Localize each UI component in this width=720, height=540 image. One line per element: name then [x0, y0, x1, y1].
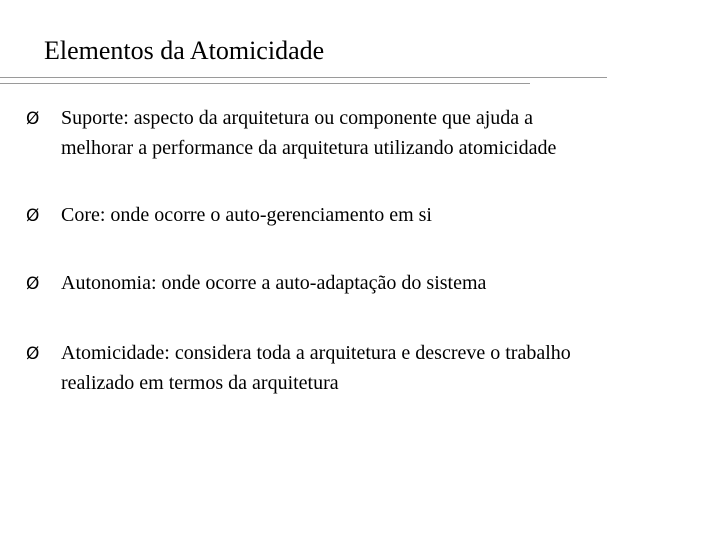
- arrow-bullet-icon: Ø: [26, 206, 40, 226]
- bullet-text-line: Autonomia: onde ocorre a auto-adaptação do sistema: [61, 272, 487, 294]
- bullet-text-line: Atomicidade: considera toda a arquitetura e descreve o trabalho: [61, 342, 571, 364]
- slide-title: Elementos da Atomicidade: [44, 36, 325, 65]
- bullet-text-line: melhorar a performance da arquitetura utilizando atomicidade: [61, 137, 557, 159]
- arrow-bullet-icon: Ø: [26, 344, 40, 364]
- bullet-text-line: Core: onde ocorre o auto-gerenciamento em si: [61, 204, 432, 226]
- bullet-text-line: realizado em termos da arquitetura: [61, 372, 339, 394]
- bullet-text: [61, 200, 701, 230]
- bullet-text: [61, 338, 701, 398]
- bullet-text: [61, 103, 701, 163]
- arrow-bullet-icon: Ø: [26, 109, 40, 129]
- bullet-text: [61, 268, 701, 298]
- bullet-text-line: Suporte: aspecto da arquitetura ou componente que ajuda a: [61, 107, 534, 129]
- arrow-bullet-icon: Ø: [26, 274, 40, 294]
